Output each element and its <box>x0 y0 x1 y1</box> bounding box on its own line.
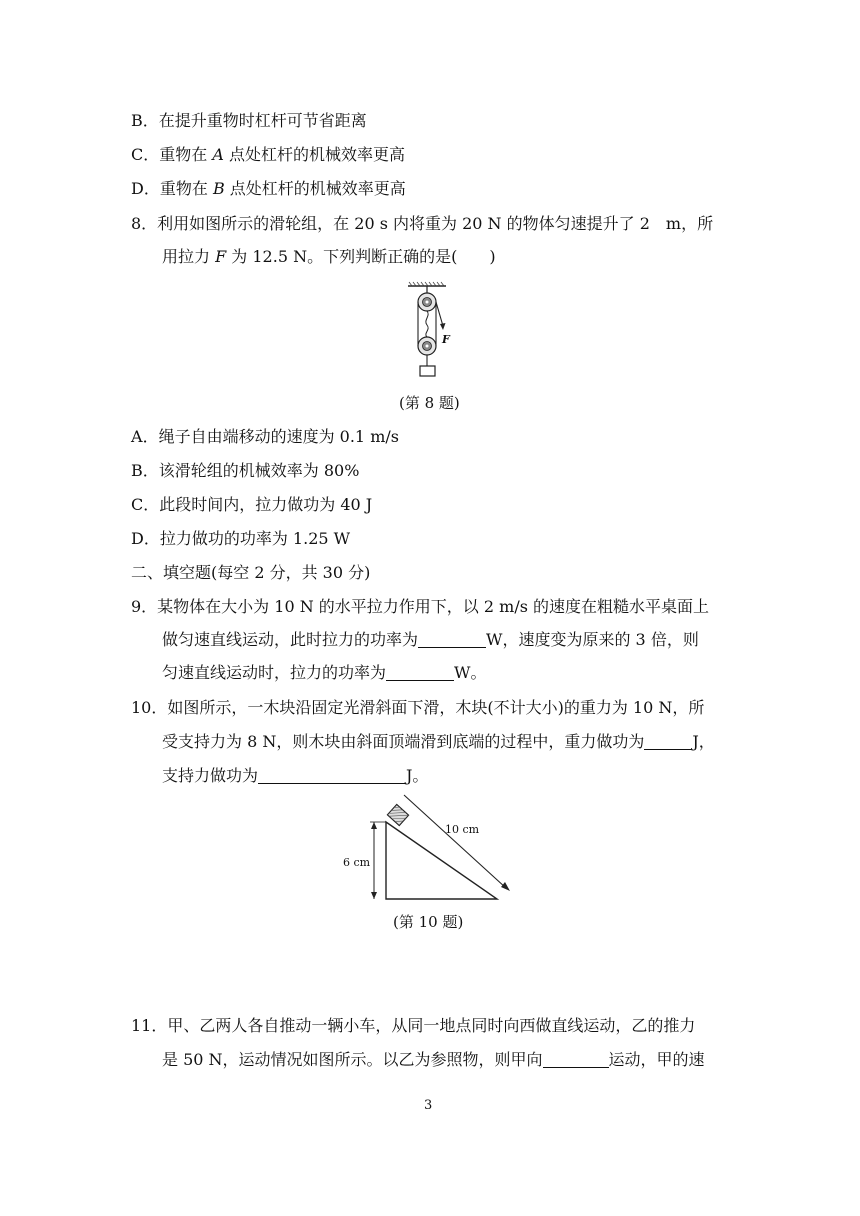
q11-stem-line1: 11．甲、乙两人各自推动一辆小车，从同一地点同时向西做直线运动，乙的推力 <box>131 1016 696 1035</box>
q7-option-b: B．在提升重物时杠杆可节省距离 <box>131 111 367 130</box>
hypotenuse-label: 10 cm <box>445 823 480 836</box>
answer-blank[interactable] <box>543 1051 609 1068</box>
answer-blank[interactable] <box>386 664 454 681</box>
q7-option-c: C．重物在 A 点处杠杆的机械效率更高 <box>131 145 406 164</box>
height-label: 6 cm <box>343 856 371 869</box>
q7-option-d: D．重物在 B 点处杠杆的机械效率更高 <box>131 179 406 198</box>
incline-figure <box>340 793 520 909</box>
q8-stem-line2: 用拉力 F 为 12.5 N。下列判断正确的是( ) <box>162 247 496 266</box>
q10-stem-line1: 10．如图所示，一木块沿固定光滑斜面下滑，木块(不计大小)的重力为 10 N，所 <box>131 698 705 717</box>
q9-stem-line1: 9．某物体在大小为 10 N 的水平拉力作用下，以 2 m/s 的速度在粗糙水平桌面上 <box>131 597 710 616</box>
q8-figure-caption: (第 8 题) <box>399 394 460 412</box>
q9-stem-line2: 做匀速直线运动，此时拉力的功率为 W，速度变为原来的 3 倍，则 <box>162 630 699 649</box>
q11-stem-line2: 是 50 N，运动情况如图所示。以乙为参照物，则甲向 运动，甲的速 <box>162 1050 705 1069</box>
page-number: 3 <box>424 1098 433 1113</box>
q8-stem-line1: 8．利用如图所示的滑轮组，在 20 s 内将重为 20 N 的物体匀速提升了 2 m，所 <box>131 214 714 233</box>
section-heading: 二、填空题(每空 2 分，共 30 分) <box>131 563 371 582</box>
q10-stem-line2: 受支持力为 8 N，则木块由斜面顶端滑到底端的过程中，重力做功为 J， <box>162 732 715 751</box>
answer-blank[interactable] <box>644 733 692 750</box>
q10-figure-caption: (第 10 题) <box>393 913 464 931</box>
answer-blank[interactable] <box>258 767 406 784</box>
q9-stem-line3: 匀速直线运动时，拉力的功率为 W。 <box>162 663 487 682</box>
answer-blank[interactable] <box>418 631 486 648</box>
q8-option-d: D．拉力做功的功率为 1.25 W <box>131 529 351 548</box>
q8-option-c: C．此段时间内，拉力做功为 40 J <box>131 495 373 514</box>
q10-stem-line3: 支持力做功为 J。 <box>162 766 429 785</box>
pulley-figure <box>398 280 458 380</box>
force-label: F <box>442 333 450 346</box>
q8-option-a: A．绳子自由端移动的速度为 0.1 m/s <box>131 427 399 446</box>
q8-option-b: B．该滑轮组的机械效率为 80% <box>131 461 360 480</box>
